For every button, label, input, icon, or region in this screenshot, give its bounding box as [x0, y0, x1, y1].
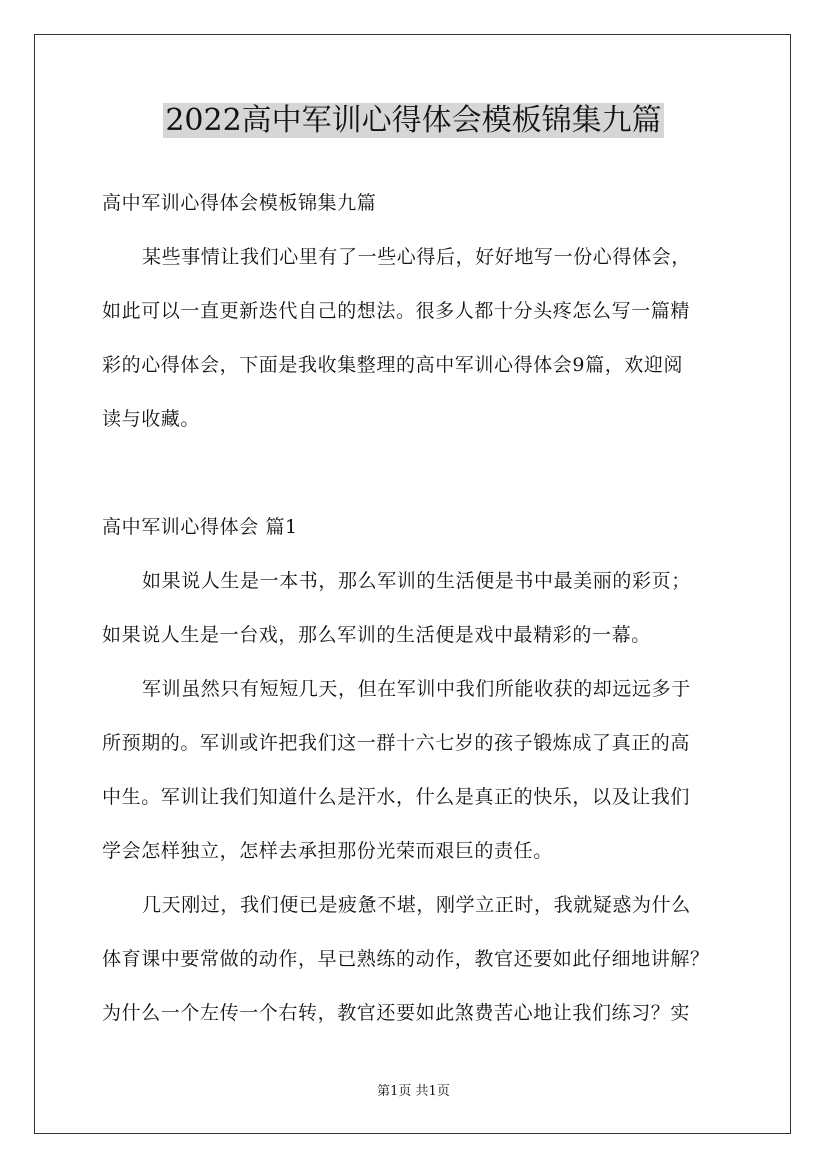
paragraph-line: 中生。军训让我们知道什么是汗水，什么是真正的快乐，以及让我们: [102, 786, 691, 808]
intro-line: 某些事情让我们心里有了一些心得后，好好地写一份心得体会，: [142, 246, 691, 268]
intro-line: 读与收藏。: [102, 408, 201, 430]
page-footer: 第1页 共1页: [377, 1084, 450, 1099]
document-title-text: 2022高中军训心得体会模板锦集九篇: [165, 103, 662, 138]
document-title: [0, 100, 827, 142]
paragraph-line: 如果说人生是一本书，那么军训的生活便是书中最美丽的彩页；: [142, 570, 691, 592]
paragraph-line: 学会怎样独立，怎样去承担那份光荣而艰巨的责任。: [102, 840, 553, 862]
document-body: [102, 176, 738, 1040]
document-subtitle: 高中军训心得体会模板锦集九篇: [102, 192, 377, 214]
paragraph-line: 如果说人生是一台戏，那么军训的生活便是戏中最精彩的一幕。: [102, 624, 651, 646]
paragraph-line: 军训虽然只有短短几天，但在军训中我们所能收获的却远远多于: [142, 678, 691, 700]
paragraph-line: 几天刚过，我们便已是疲惫不堪，刚学立正时，我就疑惑为什么: [142, 894, 691, 916]
paragraph-spacer: [102, 446, 738, 500]
paragraph-line: 为什么一个左传一个右转，教官还要如此煞费苦心地让我们练习？实: [102, 1002, 691, 1024]
intro-line: 如此可以一直更新迭代自己的想法。很多人都十分头疼怎么写一篇精: [102, 300, 691, 322]
intro-line: 彩的心得体会，下面是我收集整理的高中军训心得体会9篇，欢迎阅: [102, 354, 684, 376]
paragraph-line: 所预期的。军训或许把我们这一群十六七岁的孩子锻炼成了真正的高: [102, 732, 691, 754]
section-heading: 高中军训心得体会 篇1: [102, 516, 298, 538]
paragraph-line: 体育课中要常做的动作，早已熟练的动作，教官还要如此仔细地讲解？: [102, 948, 710, 970]
